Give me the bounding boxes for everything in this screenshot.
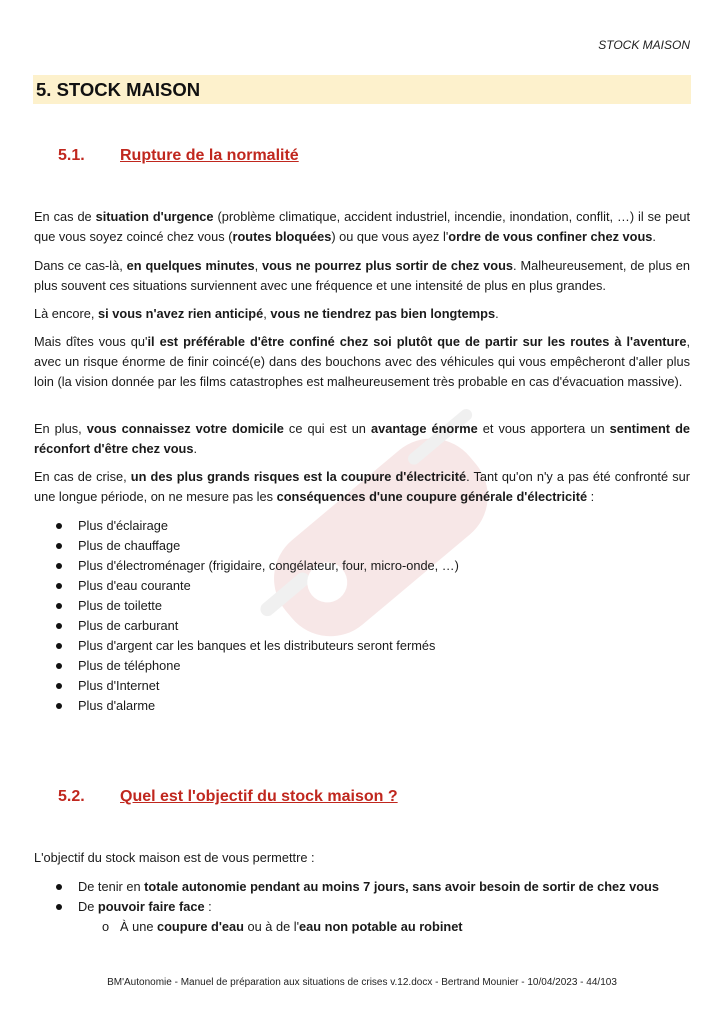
bullet-marker: o [102, 919, 110, 934]
list-item [34, 897, 659, 917]
bold-text: pouvoir faire face [97, 899, 205, 914]
list-item: Plus d'électroménager (frigidaire, congélateur, four, micro-onde, …) [34, 556, 459, 576]
text-run: En plus, [34, 421, 87, 436]
text-run: Là encore, [34, 306, 99, 321]
bold-text: vous connaissez votre domicile [86, 421, 284, 436]
bold-text: vous ne pourrez plus sortir de chez vous [262, 258, 514, 273]
sub-objectives [102, 917, 463, 937]
text-run: , [254, 258, 262, 273]
bold-text: vous ne tiendrez pas bien longtemps [270, 306, 496, 321]
objectives-list [34, 877, 659, 917]
objective-intro: L'objectif du stock maison est de vous permettre : [34, 850, 315, 865]
sub-list-item [102, 917, 463, 937]
text-run: De tenir en [78, 879, 145, 894]
bold-text: il est préférable d'être confiné chez soi plutôt que de partir sur les routes à l'aventure [147, 334, 687, 349]
list-item [34, 877, 659, 897]
consequences-list [34, 516, 459, 716]
list-item: Plus d'éclairage [34, 516, 459, 536]
text-run: (problème climatique, accident industriel, incendie, inondation, conflit, …) il se peut que vous soyez coincé chez vous ( [34, 209, 691, 244]
bold-text: ordre de vous confiner chez vous [448, 229, 653, 244]
list-item: Plus d'argent car les banques et les distributeurs seront fermés [34, 636, 459, 656]
paragraph-urgence [34, 207, 690, 247]
paragraph-anticipation [34, 304, 690, 324]
text-run: : [204, 899, 212, 914]
text-run: . Tant qu'on n'y a pas été confronté sur une longue période, on ne mesure pas les [34, 469, 690, 504]
section-heading-5-2 [58, 788, 398, 806]
text-run: . Malheureusement, de plus en plus souvent ces situations surviennent avec une fréquence et une intensité de plus en plus grandes. [34, 258, 690, 293]
list-item: Plus de carburant [34, 616, 459, 636]
paragraph-domicile [34, 419, 690, 459]
bold-text: routes bloquées [232, 229, 332, 244]
running-header: STOCK MAISON [598, 38, 690, 52]
text-run: De [78, 899, 98, 914]
bold-text: situation d'urgence [95, 209, 214, 224]
bold-text: totale autonomie pendant au moins 7 jours, sans avoir besoin de sortir de chez vous [144, 879, 659, 894]
text-run: . [652, 229, 656, 244]
list-item: Plus de téléphone [34, 656, 459, 676]
section-heading-5-1 [58, 147, 299, 165]
text-run: , [263, 306, 271, 321]
list-item: Plus de chauffage [34, 536, 459, 556]
section-title: Rupture de la normalité [120, 147, 299, 164]
text-run: ) ou que vous ayez l' [331, 229, 449, 244]
section-title: Quel est l'objectif du stock maison ? [120, 788, 398, 805]
bold-text: coupure d'eau [157, 919, 244, 934]
bold-text: un des plus grands risques est la coupure d'électricité [130, 469, 467, 484]
text-run: Mais dîtes vous qu' [34, 334, 148, 349]
page-footer: BM'Autonomie - Manuel de préparation aux situations de crises v.12.docx - Bertrand Mounier - 10/04/2023 - 44/103 [107, 977, 617, 988]
text-run: . [495, 306, 499, 321]
text-run: ce qui est un [283, 421, 371, 436]
text-run: En cas de [34, 209, 96, 224]
bold-text: conséquences d'une coupure générale d'électricité [276, 489, 588, 504]
text-run: : [587, 489, 595, 504]
chapter-title: 5. STOCK MAISON [33, 75, 691, 104]
text-run: . [193, 441, 198, 456]
text-run: En cas de crise, [34, 469, 131, 484]
list-item: Plus d'alarme [34, 696, 459, 716]
bold-text: eau non potable au robinet [299, 919, 463, 934]
paragraph-confinement [34, 332, 690, 392]
list-item: Plus d'eau courante [34, 576, 459, 596]
bold-text: si vous n'avez rien anticipé [98, 306, 264, 321]
section-number: 5.1. [58, 147, 85, 164]
list-item: Plus de toilette [34, 596, 459, 616]
text-run: Dans ce cas-là, [34, 258, 127, 273]
bold-text: en quelques minutes [126, 258, 255, 273]
bold-text: sentiment de réconfort d'être chez vous [34, 421, 690, 456]
text-run: ou à de l' [243, 919, 300, 934]
section-number: 5.2. [58, 788, 85, 805]
text-run: À une [120, 919, 157, 934]
bold-text: avantage énorme [370, 421, 478, 436]
list-item: Plus d'Internet [34, 676, 459, 696]
text-run: et vous apportera un [477, 421, 610, 436]
paragraph-minutes [34, 256, 690, 296]
paragraph-electricite [34, 467, 690, 507]
text-run: , avec un risque énorme de finir coincé(e) dans des bouchons avec des véhicules qui vous empêcheront d'aller plus loin (la vision donnée par les films catastrophes est malheureusement très probable en cas d'évacuation massive). [34, 334, 691, 389]
